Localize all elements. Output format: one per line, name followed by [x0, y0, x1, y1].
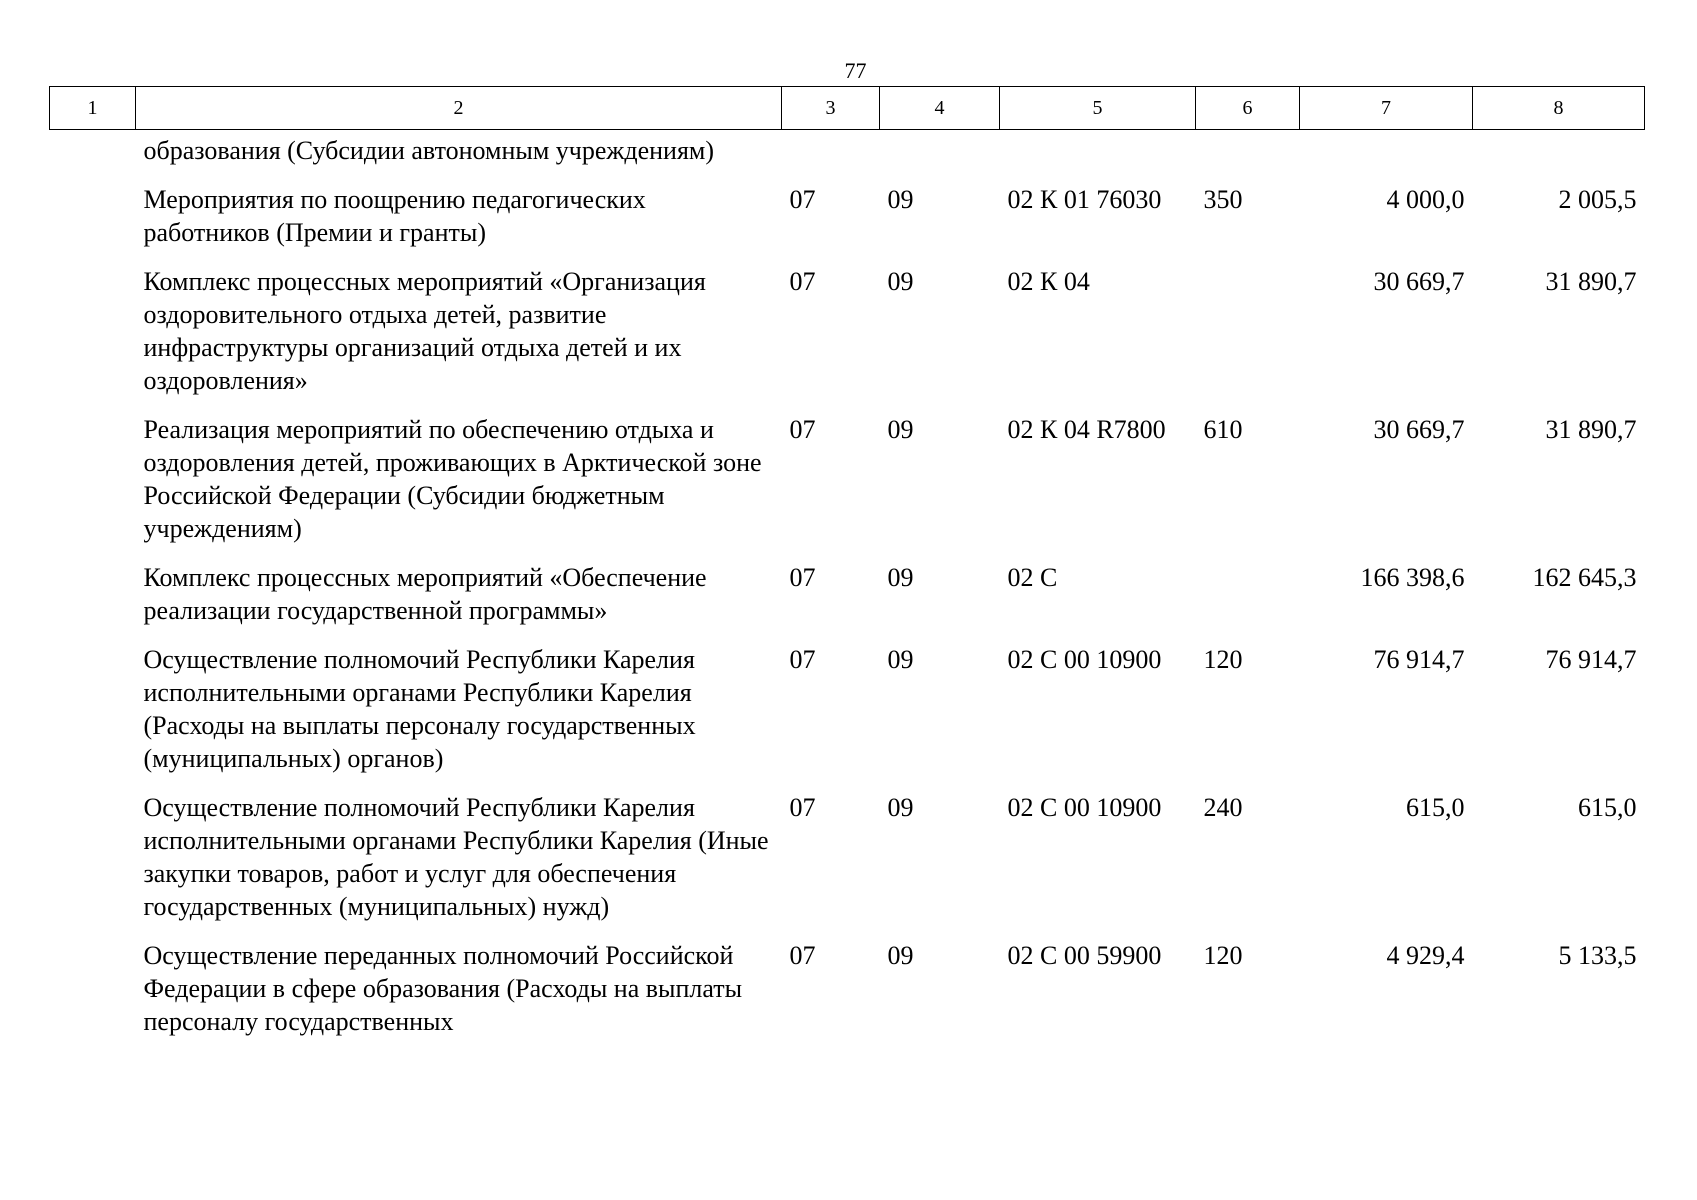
cell-expense-type: 120 — [1203, 645, 1243, 674]
table-row — [50, 413, 1645, 561]
page-number — [0, 58, 1697, 84]
cell-expense-type — [1196, 265, 1300, 413]
cell-sum-1: 615,0 — [1406, 793, 1465, 822]
cell-section: 07 — [789, 267, 816, 296]
table-header — [50, 87, 1645, 130]
cell-expense-type: 120 — [1203, 941, 1243, 970]
cell-description: образования (Субсидии автономным учреждениям) — [143, 136, 715, 165]
cell-section: 07 — [789, 185, 816, 214]
cell-sum-1 — [1300, 130, 1473, 184]
cell-empty — [50, 265, 136, 413]
cell-sum-1: 166 398,6 — [1360, 563, 1465, 592]
table-row — [50, 183, 1645, 265]
cell-target: 02 С 00 10900 — [1007, 645, 1162, 674]
cell-target: 02 С — [1007, 563, 1058, 592]
cell-target: 02 С 00 59900 — [1007, 941, 1162, 970]
header-row — [50, 87, 1645, 130]
cell-empty — [50, 183, 136, 265]
header-col-8: 8 — [1473, 87, 1645, 130]
cell-empty — [50, 130, 136, 184]
cell-sum-2: 31 890,7 — [1545, 267, 1637, 296]
cell-target: 02 К 04 R7800 — [1007, 415, 1166, 444]
cell-empty — [50, 939, 136, 1054]
cell-expense-type: 240 — [1203, 793, 1243, 822]
cell-expense-type: 350 — [1203, 185, 1243, 214]
cell-sum-1: 30 669,7 — [1373, 267, 1465, 296]
cell-section — [782, 130, 880, 184]
cell-empty — [50, 413, 136, 561]
cell-sum-2: 162 645,3 — [1532, 563, 1637, 592]
cell-subsection: 09 — [887, 563, 914, 592]
cell-section: 07 — [789, 645, 816, 674]
cell-sum-2: 5 133,5 — [1558, 941, 1637, 970]
cell-expense-type — [1196, 561, 1300, 643]
cell-sum-1: 4 000,0 — [1386, 185, 1465, 214]
cell-section: 07 — [789, 793, 816, 822]
cell-subsection: 09 — [887, 267, 914, 296]
cell-subsection: 09 — [887, 415, 914, 444]
cell-sum-1: 4 929,4 — [1386, 941, 1465, 970]
cell-subsection: 09 — [887, 185, 914, 214]
table-row — [50, 265, 1645, 413]
cell-target — [1000, 130, 1196, 184]
cell-target: 02 К 01 76030 — [1007, 185, 1162, 214]
cell-sum-1: 76 914,7 — [1373, 645, 1465, 674]
cell-empty — [50, 561, 136, 643]
cell-description: Комплекс процессных мероприятий «Организация оздоровительного отдыха детей, развитие инфраструктуры организаций отдыха детей и их оздоровления» — [143, 267, 706, 395]
cell-sum-1: 30 669,7 — [1373, 415, 1465, 444]
cell-description: Осуществление полномочий Республики Карелия исполнительными органами Республики Карелия (Расходы на выплаты персоналу государственных (муниципальных) органов) — [143, 645, 696, 773]
cell-sum-2: 615,0 — [1578, 793, 1637, 822]
table-row — [50, 791, 1645, 939]
cell-subsection: 09 — [887, 793, 914, 822]
header-col-4: 4 — [880, 87, 1000, 130]
cell-description: Мероприятия по поощрению педагогических работников (Премии и гранты) — [143, 185, 646, 247]
cell-expense-type: 610 — [1203, 415, 1243, 444]
header-col-5: 5 — [1000, 87, 1196, 130]
cell-target: 02 К 04 — [1007, 267, 1090, 296]
table-row — [50, 130, 1645, 184]
cell-subsection: 09 — [887, 941, 914, 970]
cell-description: Осуществление переданных полномочий Российской Федерации в сфере образования (Расходы на выплаты персоналу государственных — [143, 941, 743, 1036]
cell-sum-2: 31 890,7 — [1545, 415, 1637, 444]
cell-target: 02 С 00 10900 — [1007, 793, 1162, 822]
cell-empty — [50, 791, 136, 939]
cell-subsection — [880, 130, 1000, 184]
cell-empty — [50, 643, 136, 791]
table-row — [50, 561, 1645, 643]
header-col-6: 6 — [1196, 87, 1300, 130]
header-col-3: 3 — [782, 87, 880, 130]
cell-sum-2: 2 005,5 — [1558, 185, 1637, 214]
cell-section: 07 — [789, 563, 816, 592]
header-col-1: 1 — [50, 87, 136, 130]
cell-sum-2 — [1473, 130, 1645, 184]
cell-section: 07 — [789, 941, 816, 970]
cell-description: Реализация мероприятий по обеспечению отдыха и оздоровления детей, проживающих в Арктической зоне Российской Федерации (Субсидии бюджетным учреждениям) — [143, 415, 762, 543]
table-row — [50, 643, 1645, 791]
header-col-7: 7 — [1300, 87, 1473, 130]
cell-description: Комплекс процессных мероприятий «Обеспечение реализации государственной программы» — [143, 563, 707, 625]
cell-description: Осуществление полномочий Республики Карелия исполнительными органами Республики Карелия (Иные закупки товаров, работ и услуг для обеспечения государственных (муниципальных) нужд) — [143, 793, 769, 921]
cell-section: 07 — [789, 415, 816, 444]
header-col-2: 2 — [136, 87, 782, 130]
table-row — [50, 939, 1645, 1054]
page-number-text: 77 — [844, 58, 867, 83]
budget-table — [49, 86, 1645, 1054]
cell-subsection: 09 — [887, 645, 914, 674]
cell-expense-type — [1196, 130, 1300, 184]
cell-sum-2: 76 914,7 — [1545, 645, 1637, 674]
table-body — [50, 130, 1645, 1055]
